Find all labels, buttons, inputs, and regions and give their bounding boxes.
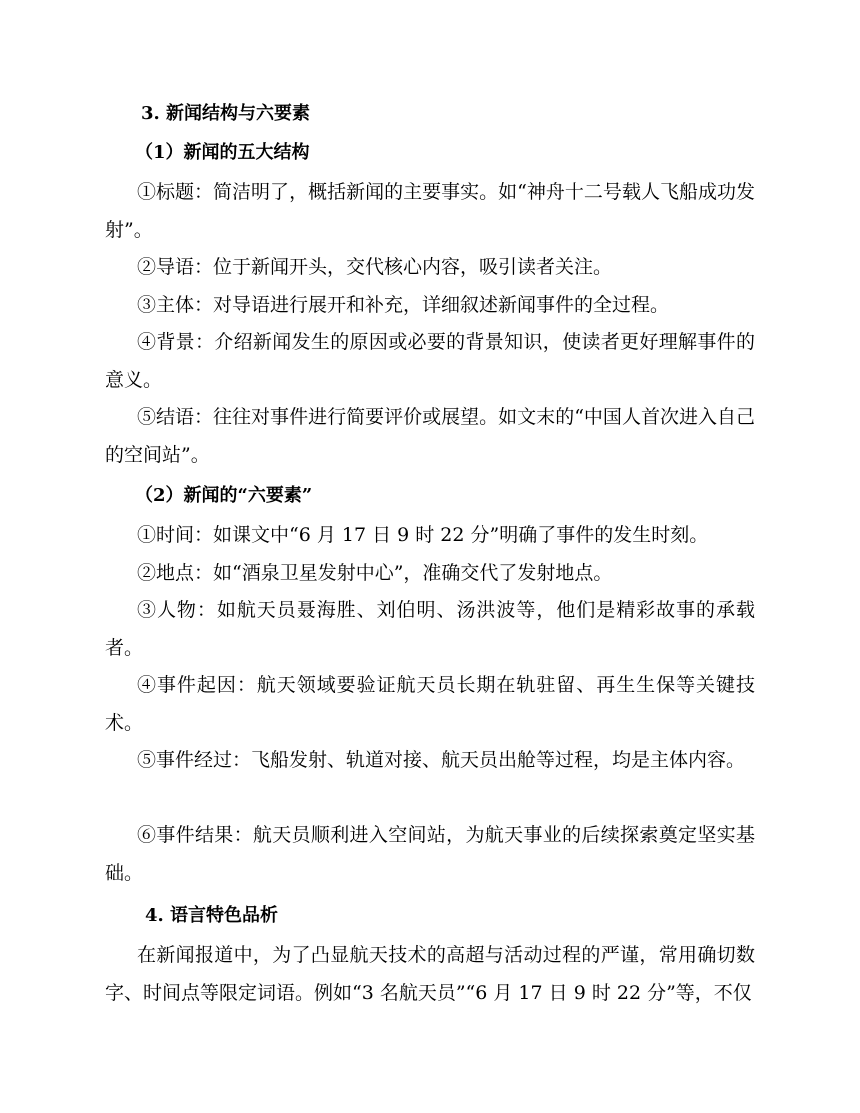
element-item-place: ②地点：如“酒泉卫星发射中心”，准确交代了发射地点。 <box>137 562 613 584</box>
structure-item-body: ③主体：对导语进行展开和补充，详细叙述新闻事件的全过程。 <box>137 294 670 316</box>
structure-item-lead: ②导语：位于新闻开头，交代核心内容，吸引读者关注。 <box>137 256 613 278</box>
language-analysis-paragraph: 在新闻报道中，为了凸显航天技术的高超与活动过程的严谨，常用确切数字、时间点等限定词语。例如“3 名航天员”“6 月 17 日 9 时 22 分”等，不仅 <box>105 944 755 1004</box>
element-item-process: ⑤事件经过：飞船发射、轨道对接、航天员出舱等过程，均是主体内容。 <box>137 749 746 771</box>
element-item-time: ①时间：如课文中“6 月 17 日 9 时 22 分”明确了事件的发生时刻。 <box>137 524 709 546</box>
structure-item-ending: ⑤结语：往往对事件进行简要评价或展望。如文末的“中国人首次进入自己的空间站”。 <box>105 406 755 466</box>
subsection-heading-six-elements: （2）新闻的“六要素” <box>135 485 313 506</box>
structure-item-background: ④背景：介绍新闻发生的原因或必要的背景知识，使读者更好理解事件的意义。 <box>105 331 755 391</box>
section-heading-3: 3. 新闻结构与六要素 <box>141 103 311 124</box>
element-item-cause: ④事件起因：航天领域要验证航天员长期在轨驻留、再生生保等关键技术。 <box>105 674 755 734</box>
element-item-result: ⑥事件结果：航天员顺利进入空间站，为航天事业的后续探索奠定坚实基础。 <box>105 824 755 884</box>
subsection-heading-structure: （1）新闻的五大结构 <box>135 142 310 163</box>
element-item-people: ③人物：如航天员聂海胜、刘伯明、汤洪波等，他们是精彩故事的承载者。 <box>105 599 755 659</box>
section-heading-4: 4. 语言特色品析 <box>145 905 279 926</box>
structure-item-title: ①标题：简洁明了，概括新闻的主要事实。如“神舟十二号载人飞船成功发射”。 <box>105 181 755 241</box>
